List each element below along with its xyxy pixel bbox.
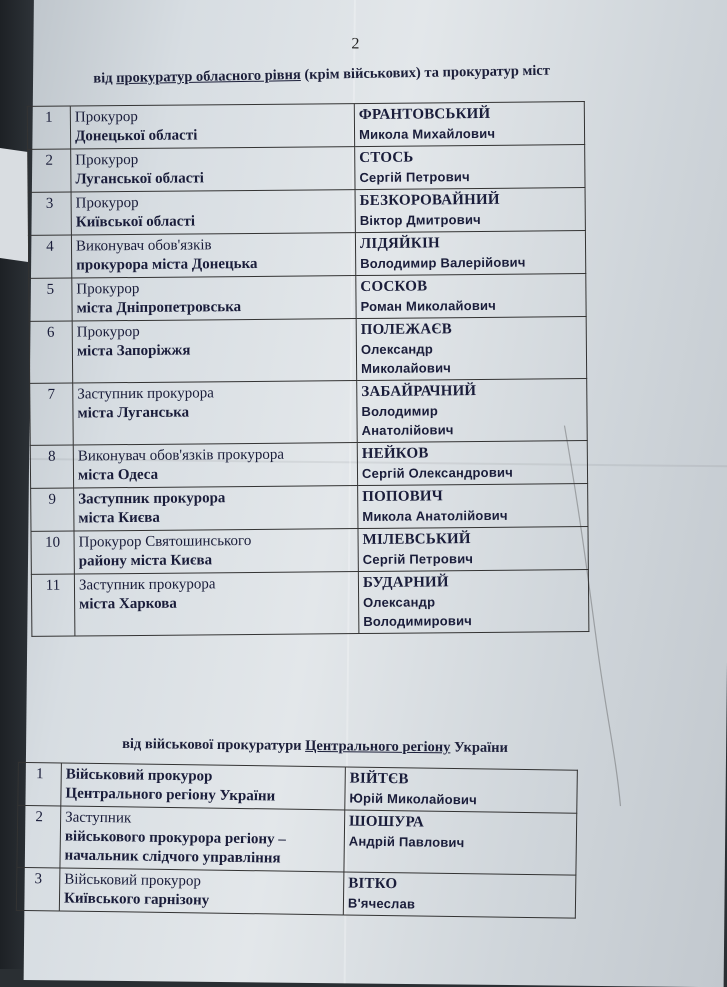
given-name: Юрій Миколайович bbox=[349, 790, 478, 808]
row-number: 5 bbox=[29, 278, 72, 321]
position-line: Військовий прокурор bbox=[64, 871, 202, 890]
row-number: 2 bbox=[17, 805, 61, 868]
section-heading-1 bbox=[93, 61, 673, 88]
position-line: Луганської області bbox=[75, 170, 204, 188]
position-line: Прокурор bbox=[75, 151, 139, 169]
name-cell bbox=[357, 441, 587, 486]
row-number: 3 bbox=[16, 867, 60, 911]
table-row bbox=[18, 762, 578, 813]
position-line: Прокурор Святошинського bbox=[78, 532, 252, 551]
appointments-table-2 bbox=[16, 762, 578, 919]
position-line: Заступник прокурора bbox=[78, 490, 226, 508]
position-cell bbox=[74, 486, 358, 531]
given-name-line2: Володимирович bbox=[363, 613, 473, 630]
position-line: Центрального регіону України bbox=[65, 785, 276, 805]
given-name: Андрій Павлович bbox=[348, 833, 465, 851]
position-cell bbox=[71, 190, 355, 235]
surname: ПОПОВИЧ bbox=[362, 488, 444, 506]
given-name: Микола Михайлович bbox=[358, 125, 496, 143]
position-line: Виконувач обов'язків прокурора bbox=[77, 446, 285, 465]
given-name: Володимир bbox=[361, 403, 438, 420]
surname: ШОШУРА bbox=[349, 813, 425, 831]
surname: БЕЗКОРОВАЙНИЙ bbox=[359, 191, 500, 210]
position-line: військового прокурора регіону – bbox=[64, 828, 286, 848]
position-line: Заступник прокурора bbox=[78, 576, 216, 594]
surname: СОСКОВ bbox=[360, 278, 428, 296]
given-name: Олександр bbox=[360, 341, 434, 358]
name-cell bbox=[358, 484, 588, 529]
position-line: Прокурор bbox=[75, 194, 139, 212]
position-cell bbox=[74, 529, 358, 574]
name-cell bbox=[355, 145, 585, 190]
name-cell bbox=[354, 102, 584, 147]
position-line: Прокурор bbox=[76, 280, 140, 298]
surname: БУДАРНИЙ bbox=[362, 574, 449, 592]
document-page bbox=[24, 0, 727, 987]
position-line: Прокурор bbox=[76, 323, 140, 341]
position-line: Київського гарнізону bbox=[63, 890, 210, 909]
name-cell bbox=[355, 188, 585, 233]
row-number: 2 bbox=[28, 149, 71, 192]
given-name: Сергій Олександрович bbox=[361, 464, 513, 482]
position-line: району міста Києва bbox=[78, 552, 213, 570]
row-number: 3 bbox=[28, 192, 71, 235]
surname: ВІЙТЄВ bbox=[349, 770, 409, 788]
heading1-underlined: прокуратур обласного рівня bbox=[115, 67, 301, 87]
table-row bbox=[16, 867, 576, 918]
position-line: Донецької області bbox=[74, 127, 198, 145]
given-name-line2: Анатолійович bbox=[361, 422, 454, 439]
position-line: міста Луганська bbox=[77, 404, 190, 422]
table-row bbox=[28, 145, 585, 193]
name-cell bbox=[344, 810, 577, 875]
name-cell bbox=[357, 379, 588, 443]
surname: ЗАБАЙРАЧНИЙ bbox=[361, 383, 477, 401]
surname: НЕЙКОВ bbox=[361, 445, 429, 463]
name-cell bbox=[343, 872, 576, 918]
position-line: міста Києва bbox=[78, 509, 160, 527]
row-number: 7 bbox=[30, 383, 74, 445]
position-cell bbox=[71, 233, 355, 278]
given-name: Роман Миколайович bbox=[360, 297, 496, 315]
table-row bbox=[29, 274, 586, 322]
heading1-pre: від bbox=[93, 70, 113, 87]
table-row bbox=[31, 570, 589, 637]
appointments-table-1 bbox=[27, 101, 590, 637]
table-row bbox=[31, 527, 588, 575]
surname: ФРАНТОВСЬКИЙ bbox=[358, 105, 491, 124]
surname: СТОСЬ bbox=[359, 149, 414, 167]
position-cell bbox=[70, 104, 354, 149]
table-row bbox=[17, 805, 577, 875]
row-number: 6 bbox=[29, 321, 73, 383]
given-name: Олександр bbox=[363, 594, 436, 611]
position-line: міста Дніпропетровська bbox=[76, 299, 242, 317]
given-name-line2: Миколайович bbox=[361, 360, 452, 377]
heading2-pre: від військової прокуратури bbox=[122, 735, 302, 754]
name-cell bbox=[356, 317, 587, 381]
given-name: Сергій Петрович bbox=[359, 169, 470, 186]
position-line: Заступник прокурора bbox=[77, 385, 214, 403]
position-line: Прокурор bbox=[74, 108, 138, 126]
given-name: Сергій Петрович bbox=[362, 551, 474, 568]
position-line: Виконувач обов'язків bbox=[75, 237, 212, 255]
row-number: 8 bbox=[30, 445, 73, 488]
background-card bbox=[0, 148, 28, 262]
position-line: міста Запоріжжя bbox=[76, 342, 191, 360]
position-cell bbox=[59, 868, 344, 915]
position-line: міста Одеса bbox=[77, 466, 159, 484]
name-cell bbox=[358, 527, 588, 572]
position-cell bbox=[61, 763, 346, 810]
position-line: Київської області bbox=[75, 213, 196, 231]
row-number: 9 bbox=[31, 488, 74, 531]
heading2-underlined: Центрального регіону bbox=[305, 737, 451, 756]
position-cell bbox=[74, 572, 359, 636]
position-cell bbox=[73, 443, 357, 488]
table-row bbox=[29, 317, 587, 384]
position-line: Заступник bbox=[65, 809, 132, 827]
row-number: 11 bbox=[31, 574, 75, 636]
row-number: 4 bbox=[28, 235, 71, 278]
page-number: 2 bbox=[351, 35, 360, 53]
given-name: Володимир Валерійович bbox=[360, 254, 526, 272]
table-row bbox=[28, 231, 585, 279]
position-cell bbox=[72, 319, 357, 383]
given-name: В'ячеслав bbox=[347, 895, 416, 912]
row-number: 1 bbox=[27, 106, 70, 149]
table-row bbox=[28, 188, 585, 236]
position-cell bbox=[71, 147, 355, 192]
given-name: Микола Анатолійович bbox=[362, 507, 508, 525]
position-line: Військовий прокурор bbox=[65, 766, 213, 785]
position-line: начальник слідчого управління bbox=[64, 847, 281, 867]
table-row bbox=[30, 379, 588, 446]
name-cell bbox=[355, 231, 585, 276]
name-cell bbox=[358, 570, 589, 634]
surname: ЛІДЯЙКІН bbox=[359, 235, 440, 253]
position-cell bbox=[73, 381, 358, 445]
name-cell bbox=[345, 767, 578, 813]
name-cell bbox=[356, 274, 586, 319]
surname: ПОЛЕЖАЄВ bbox=[360, 321, 453, 339]
position-line: міста Харкова bbox=[79, 595, 177, 613]
row-number: 10 bbox=[31, 531, 74, 574]
row-number: 1 bbox=[18, 762, 62, 806]
position-line: прокурора міста Донецька bbox=[76, 255, 258, 274]
position-cell bbox=[60, 806, 345, 872]
table-row bbox=[27, 102, 584, 150]
surname: ВІТКО bbox=[348, 875, 398, 893]
surname: МІЛЕВСЬКИЙ bbox=[362, 531, 471, 549]
paper-crease bbox=[555, 426, 629, 807]
position-cell bbox=[72, 276, 356, 321]
given-name: Віктор Дмитрович bbox=[359, 211, 481, 229]
heading2-post: України bbox=[453, 739, 509, 757]
heading1-post: (крім військових) та прокуратур міст bbox=[304, 62, 551, 83]
table-row bbox=[30, 441, 587, 489]
table-row bbox=[31, 484, 588, 532]
